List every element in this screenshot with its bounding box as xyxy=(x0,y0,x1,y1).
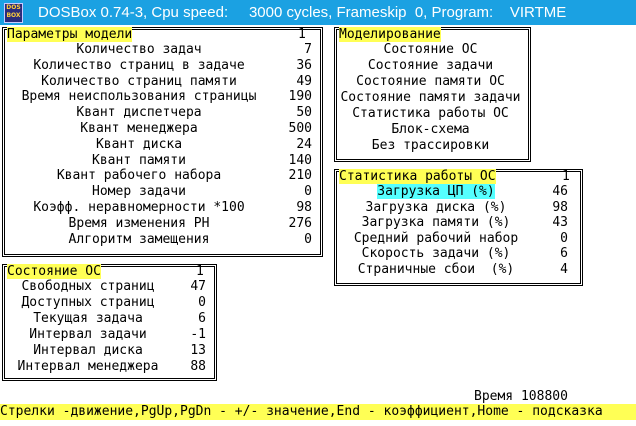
param-row[interactable] xyxy=(6,216,312,232)
modeling-menu-item[interactable]: Блок-схема xyxy=(391,122,470,137)
dos-screen xyxy=(0,25,636,426)
state-row[interactable] xyxy=(6,295,206,311)
param-row[interactable] xyxy=(6,42,312,58)
stat-row-label: Загрузка диска (%) xyxy=(365,199,507,215)
param-row[interactable] xyxy=(6,184,312,200)
model-params-number: 1 xyxy=(298,27,306,42)
modeling-menu-item[interactable]: Состояние ОС xyxy=(383,42,478,57)
param-row[interactable] xyxy=(6,168,312,184)
param-row-value: 0 xyxy=(304,231,312,247)
os-stats-number: 1 xyxy=(562,169,570,184)
state-row-value: 88 xyxy=(190,359,206,374)
param-row-label: Количество страниц памяти xyxy=(41,73,237,89)
param-row-label: Квант диска xyxy=(95,136,183,152)
state-row-label: Интервал менеджера xyxy=(17,359,159,374)
stat-row[interactable] xyxy=(338,200,574,216)
param-row[interactable] xyxy=(6,105,312,121)
param-row[interactable] xyxy=(6,121,312,137)
param-row-value: 190 xyxy=(288,89,312,105)
param-row-label: Время изменения РН xyxy=(68,215,210,231)
param-row-value: 500 xyxy=(288,121,312,136)
param-row[interactable] xyxy=(6,153,312,169)
state-row-value: 13 xyxy=(190,343,206,358)
stat-row[interactable] xyxy=(338,246,574,262)
stat-row-label: Страничные сбои (%) xyxy=(357,261,515,277)
dosbox-app-icon: DOS BOX xyxy=(4,3,23,23)
stat-row[interactable] xyxy=(338,231,574,247)
state-row[interactable] xyxy=(6,279,206,295)
param-row[interactable] xyxy=(6,137,312,153)
param-row-label: Алгоритм замещения xyxy=(68,231,210,247)
modeling-menu-item[interactable]: Статистика работы ОС xyxy=(352,106,509,121)
stat-row-value: 46 xyxy=(552,184,568,199)
param-row-label: Количество задач xyxy=(76,42,202,57)
param-row-label: Квант рабочего набора xyxy=(56,168,222,184)
os-stats-title: Статистика работы ОС xyxy=(339,169,496,184)
state-row-label: Текущая задача xyxy=(33,311,143,326)
param-row[interactable] xyxy=(6,89,312,105)
param-row-value: 210 xyxy=(288,168,312,184)
param-row-label: Количество страниц в задаче xyxy=(33,57,245,73)
os-state-title: Состояние ОС xyxy=(7,264,101,279)
window-titlebar[interactable] xyxy=(0,0,636,25)
stat-row-label: Загрузка памяти (%) xyxy=(361,215,511,230)
state-row-value: 0 xyxy=(198,295,206,310)
param-row-label: Коэфф. неравномерности *100 xyxy=(33,200,245,215)
stat-row-value: 4 xyxy=(560,261,568,277)
stat-row[interactable] xyxy=(338,215,574,231)
os-state-number: 1 xyxy=(196,264,204,279)
param-row[interactable] xyxy=(6,74,312,90)
model-params-title: Параметры модели xyxy=(7,27,133,42)
state-row[interactable] xyxy=(6,359,206,375)
state-row[interactable] xyxy=(6,343,206,359)
param-row-value: 50 xyxy=(296,105,312,121)
stat-row-value: 0 xyxy=(560,230,568,246)
param-row-label: Время неиспользования страницы xyxy=(21,89,257,105)
modeling-menu-item[interactable]: Состояние памяти задачи xyxy=(340,90,521,105)
stat-row-label: Скорость задачи (%) xyxy=(361,246,511,261)
stat-row-label: Средний рабочий набор xyxy=(353,230,519,246)
param-row[interactable] xyxy=(6,232,312,248)
status-bar: Стрелки -движение,PgUp,PgDn - +/- значение,End - коэффициент,Home - подсказка xyxy=(0,404,636,420)
param-row-value: 140 xyxy=(288,152,312,168)
stat-row[interactable] xyxy=(338,184,574,200)
time-readout: Время 108800 xyxy=(474,389,568,404)
modeling-menu-item[interactable]: Без трассировки xyxy=(371,138,490,153)
param-row-value: 276 xyxy=(288,215,312,231)
stat-row-value: 43 xyxy=(552,215,568,230)
param-row-label: Квант памяти xyxy=(92,152,186,168)
param-row-value: 7 xyxy=(304,42,312,57)
state-row[interactable] xyxy=(6,327,206,343)
param-row[interactable] xyxy=(6,58,312,74)
state-row-label: Интервал задачи xyxy=(29,327,147,342)
state-row-label: Свободных страниц xyxy=(21,279,155,294)
stat-row-label: Загрузка ЦП (%) xyxy=(377,184,495,199)
window-title: DOSBox 0.74-3, Cpu speed: 3000 cycles, Frameskip 0, Program: VIRTME xyxy=(38,4,567,21)
stat-row[interactable] xyxy=(338,262,574,278)
param-row[interactable] xyxy=(6,200,312,216)
state-row-label: Интервал диска xyxy=(33,343,143,358)
param-row-label: Номер задачи xyxy=(92,184,186,200)
stat-row-value: 98 xyxy=(552,199,568,215)
state-row-value: 47 xyxy=(190,279,206,294)
param-row-value: 24 xyxy=(296,136,312,152)
param-row-label: Квант диспетчера xyxy=(76,105,202,121)
stat-row-value: 6 xyxy=(560,246,568,261)
state-row-value: -1 xyxy=(190,327,206,342)
modeling-menu-item[interactable]: Состояние задачи xyxy=(367,58,494,73)
param-row-value: 49 xyxy=(296,73,312,89)
param-row-value: 36 xyxy=(296,57,312,73)
param-row-value: 98 xyxy=(296,200,312,215)
state-row-value: 6 xyxy=(198,311,206,326)
modeling-menu-item[interactable]: Состояние памяти ОС xyxy=(356,74,505,89)
modeling-menu-title: Моделирование xyxy=(339,27,441,42)
state-row[interactable] xyxy=(6,311,206,327)
state-row-label: Доступных страниц xyxy=(21,295,155,310)
param-row-value: 0 xyxy=(304,184,312,200)
param-row-label: Квант менеджера xyxy=(80,121,198,136)
